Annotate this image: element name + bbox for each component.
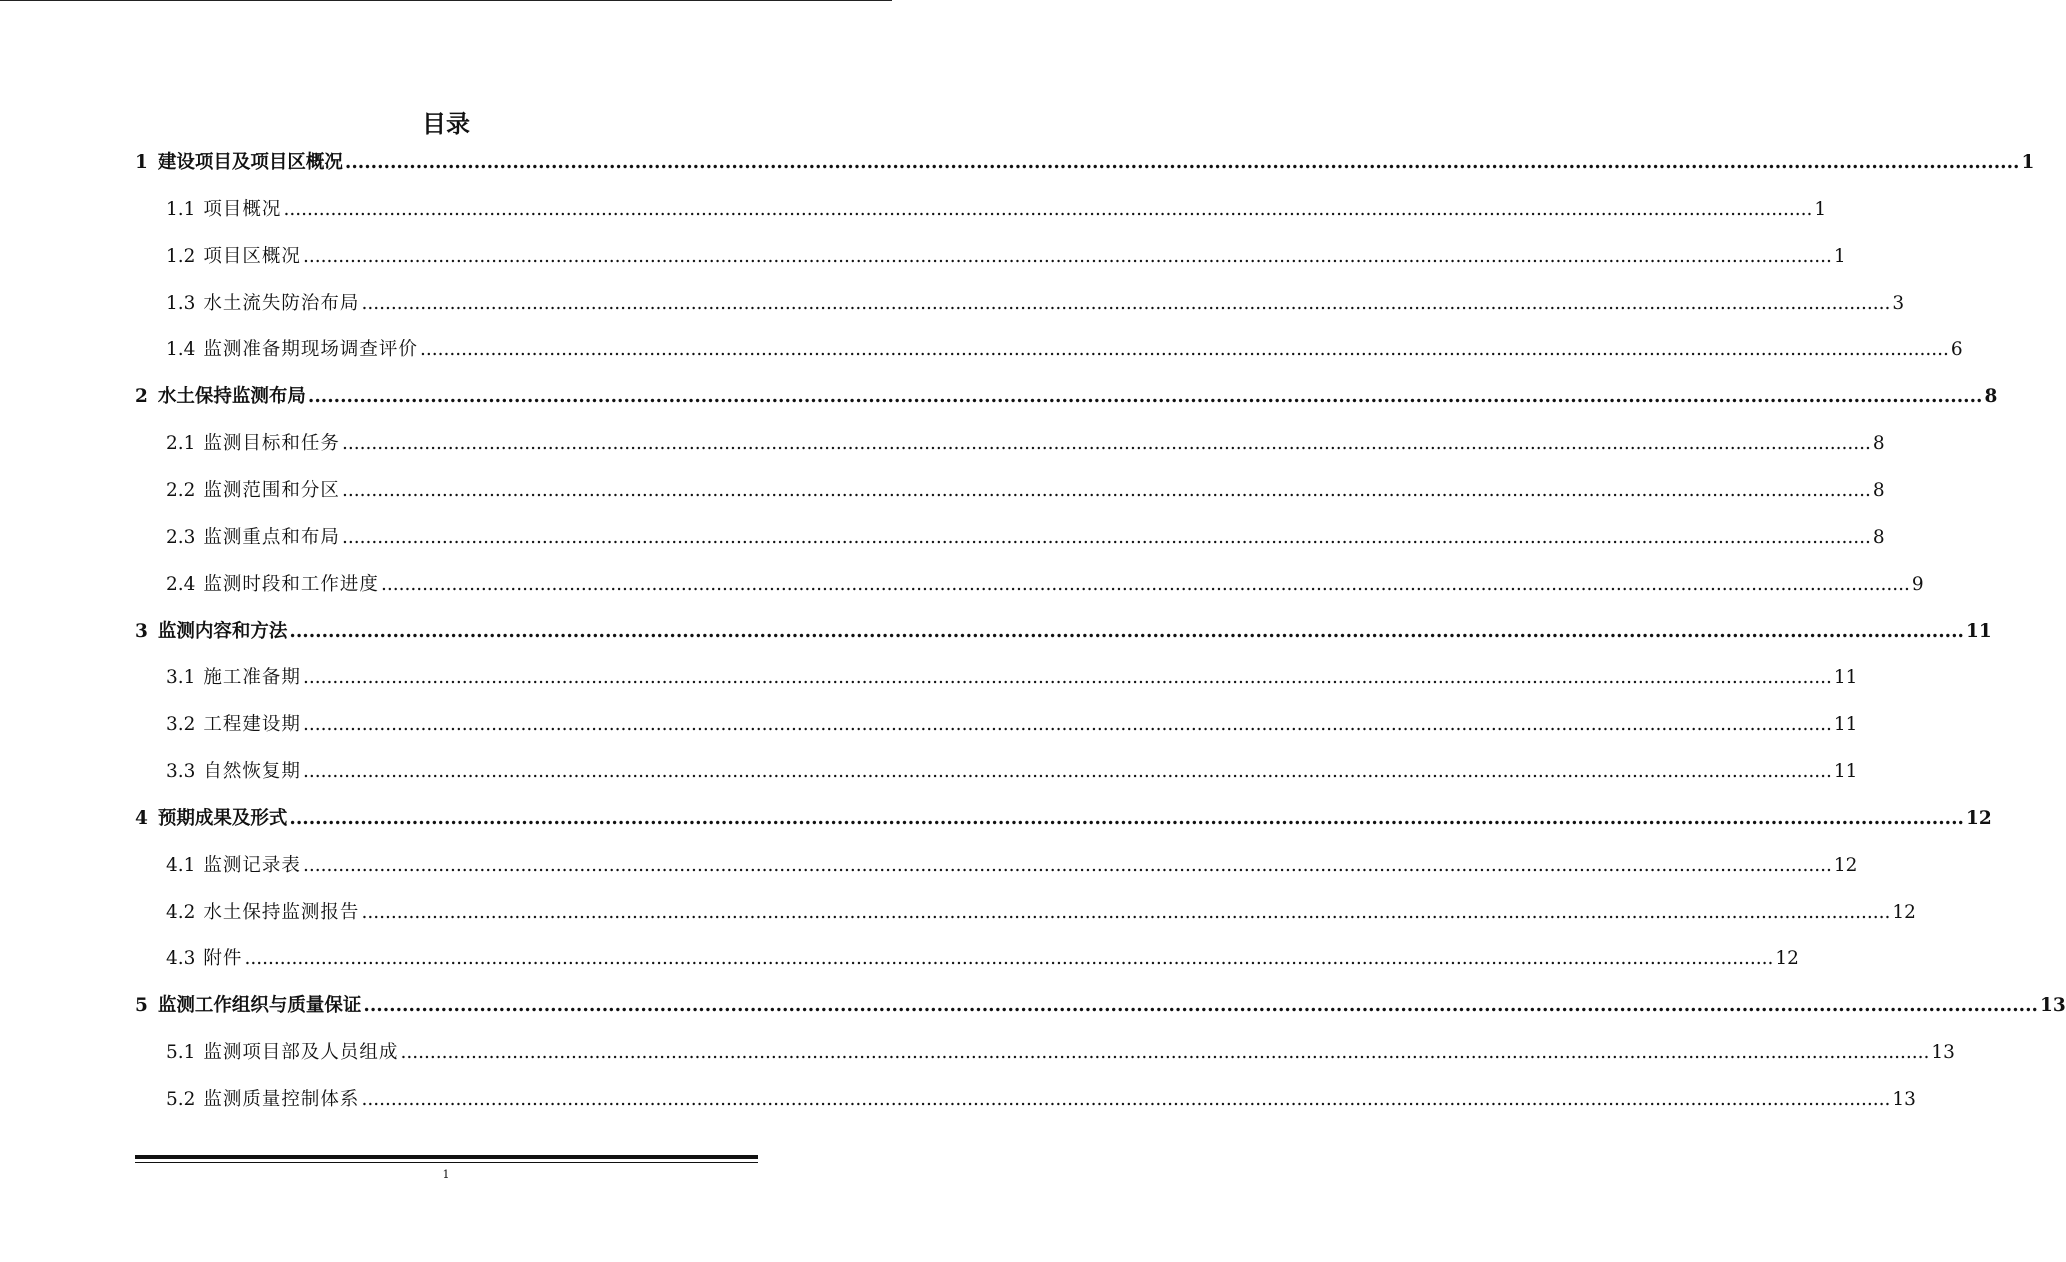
toc-entry-title: 监测质量控制体系 (203, 1089, 360, 1110)
toc-dot-leader: .................................................................................................................................................................................................................................................................... (302, 714, 1832, 735)
toc-entry-title: 项目区概况 (203, 246, 301, 267)
toc-entry-title: 监测时段和工作进度 (203, 574, 379, 595)
toc-section-entry[interactable] (166, 289, 1905, 317)
footer-rule-thick (135, 1155, 758, 1159)
toc-dot-leader: .................................................................................................................................................................................................................................................................... (361, 1089, 1891, 1110)
toc-entry-page: 12 (1833, 855, 1858, 876)
toc-section-entry[interactable] (166, 570, 1924, 598)
toc-entry-title: 预期成果及形式 (157, 808, 288, 829)
toc-entry-number: 4.3 (166, 948, 196, 969)
toc-dot-leader: .................................................................................................................................................................................................................................................................... (361, 293, 1891, 314)
toc-section-entry[interactable] (166, 898, 1916, 926)
toc-dot-leader: .................................................................................................................................................................................................................................................................... (289, 621, 1964, 642)
toc-entry-title: 附件 (203, 948, 243, 969)
toc-dot-leader: .................................................................................................................................................................................................................................................................... (419, 339, 1949, 360)
toc-entry-title: 监测目标和任务 (203, 433, 340, 454)
toc-section-entry[interactable] (166, 851, 1858, 879)
toc-entry-page: 8 (1984, 386, 1998, 407)
toc-entry-title: 自然恢复期 (203, 761, 301, 782)
toc-entry-page: 12 (1775, 948, 1799, 969)
toc-entry-number: 1.2 (166, 246, 196, 267)
page-title: 目录 (422, 110, 470, 138)
toc-chapter-entry[interactable] (135, 148, 2035, 176)
toc-entry-page: 13 (1931, 1042, 1955, 1063)
toc-entry-number: 3.1 (166, 667, 196, 688)
toc-dot-leader: .................................................................................................................................................................................................................................................................... (302, 855, 1832, 876)
toc-dot-leader: .................................................................................................................................................................................................................................................................... (302, 667, 1832, 688)
toc-entry-title: 水土流失防治布局 (203, 293, 360, 314)
toc-entry-page: 13 (1892, 1089, 1916, 1110)
toc-chapter-entry[interactable] (135, 617, 1992, 645)
toc-entry-title: 监测项目部及人员组成 (203, 1042, 399, 1063)
toc-entry-page: 8 (1872, 527, 1885, 548)
toc-entry-page: 1 (2021, 152, 2035, 173)
toc-entry-title: 工程建设期 (203, 714, 301, 735)
toc-entry-title: 监测范围和分区 (203, 480, 340, 501)
toc-section-entry[interactable] (166, 429, 1885, 457)
toc-chapter-entry[interactable] (135, 382, 1998, 410)
toc-entry-title: 水土保持监测报告 (203, 902, 360, 923)
toc-section-entry[interactable] (166, 242, 1846, 270)
toc-entry-number: 3 (135, 621, 148, 642)
toc-entry-number: 5 (135, 995, 148, 1016)
toc-entry-number: 5.2 (166, 1089, 196, 1110)
toc-entry-title: 监测准备期现场调查评价 (203, 339, 418, 360)
toc-entry-number: 1.4 (166, 339, 196, 360)
toc-dot-leader: .................................................................................................................................................................................................................................................................... (244, 948, 1774, 969)
toc-dot-leader: .................................................................................................................................................................................................................................................................... (344, 152, 2020, 173)
toc-entry-title: 监测记录表 (203, 855, 301, 876)
toc-entry-title: 建设项目及项目区概况 (157, 152, 343, 173)
toc-section-entry[interactable] (166, 335, 1963, 363)
toc-entry-page: 8 (1872, 480, 1885, 501)
toc-entry-page: 1 (1814, 199, 1827, 220)
toc-dot-leader: .................................................................................................................................................................................................................................................................... (302, 761, 1832, 782)
toc-entry-page: 1 (1833, 246, 1846, 267)
toc-entry-title: 施工准备期 (203, 667, 301, 688)
toc-entry-title: 项目概况 (203, 199, 282, 220)
page-number: 1 (442, 1168, 450, 1181)
toc-entry-page: 11 (1833, 667, 1858, 688)
toc-entry-page: 11 (1965, 621, 1992, 642)
toc-dot-leader: .................................................................................................................................................................................................................................................................... (289, 808, 1964, 829)
toc-chapter-entry[interactable] (135, 991, 2066, 1019)
toc-section-entry[interactable] (166, 757, 1858, 785)
toc-dot-leader: .................................................................................................................................................................................................................................................................... (341, 480, 1871, 501)
toc-entry-title: 监测工作组织与质量保证 (157, 995, 362, 1016)
toc-entry-page: 12 (1892, 902, 1916, 923)
toc-section-entry[interactable] (166, 1038, 1955, 1066)
toc-entry-number: 1.1 (166, 199, 196, 220)
toc-entry-number: 2.2 (166, 480, 196, 501)
toc-entry-number: 2.3 (166, 527, 196, 548)
toc-entry-title: 监测内容和方法 (157, 621, 288, 642)
toc-entry-page: 12 (1965, 808, 1992, 829)
toc-dot-leader: .................................................................................................................................................................................................................................................................... (400, 1042, 1930, 1063)
toc-entry-page: 11 (1833, 761, 1858, 782)
toc-entry-number: 1.3 (166, 293, 196, 314)
toc-dot-leader: .................................................................................................................................................................................................................................................................... (380, 574, 1910, 595)
toc-entry-number: 4 (135, 808, 148, 829)
toc-entry-page: 11 (1833, 714, 1858, 735)
toc-entry-page: 9 (1911, 574, 1924, 595)
toc-entry-number: 5.1 (166, 1042, 196, 1063)
toc-dot-leader: .................................................................................................................................................................................................................................................................... (302, 246, 1832, 267)
toc-entry-page: 13 (2039, 995, 2066, 1016)
toc-entry-title: 水土保持监测布局 (157, 386, 306, 407)
toc-section-entry[interactable] (166, 1085, 1916, 1113)
toc-entry-number: 2.4 (166, 574, 196, 595)
toc-section-entry[interactable] (166, 476, 1885, 504)
toc-dot-leader: .................................................................................................................................................................................................................................................................... (341, 433, 1871, 454)
toc-section-entry[interactable] (166, 195, 1827, 223)
toc-dot-leader: .................................................................................................................................................................................................................................................................... (307, 386, 1983, 407)
toc-dot-leader: .................................................................................................................................................................................................................................................................... (341, 527, 1871, 548)
toc-entry-title: 监测重点和布局 (203, 527, 340, 548)
toc-dot-leader: .................................................................................................................................................................................................................................................................... (361, 902, 1891, 923)
toc-entry-page: 3 (1892, 293, 1905, 314)
toc-dot-leader: .................................................................................................................................................................................................................................................................... (363, 995, 2038, 1016)
toc-section-entry[interactable] (166, 523, 1885, 551)
toc-entry-number: 3.2 (166, 714, 196, 735)
toc-chapter-entry[interactable] (135, 804, 1992, 832)
toc-entry-number: 2 (135, 386, 148, 407)
toc-entry-number: 3.3 (166, 761, 196, 782)
toc-entry-number: 2.1 (166, 433, 196, 454)
toc-dot-leader: .................................................................................................................................................................................................................................................................... (283, 199, 1813, 220)
toc-entry-number: 4.2 (166, 902, 196, 923)
toc-section-entry[interactable] (166, 663, 1858, 691)
toc-entry-page: 6 (1950, 339, 1963, 360)
toc-entry-number: 1 (135, 152, 148, 173)
toc-section-entry[interactable] (166, 710, 1858, 738)
toc-section-entry[interactable] (166, 944, 1799, 972)
footer-rule-thin (135, 1162, 758, 1163)
toc-entry-page: 8 (1872, 433, 1885, 454)
toc-entry-number: 4.1 (166, 855, 196, 876)
